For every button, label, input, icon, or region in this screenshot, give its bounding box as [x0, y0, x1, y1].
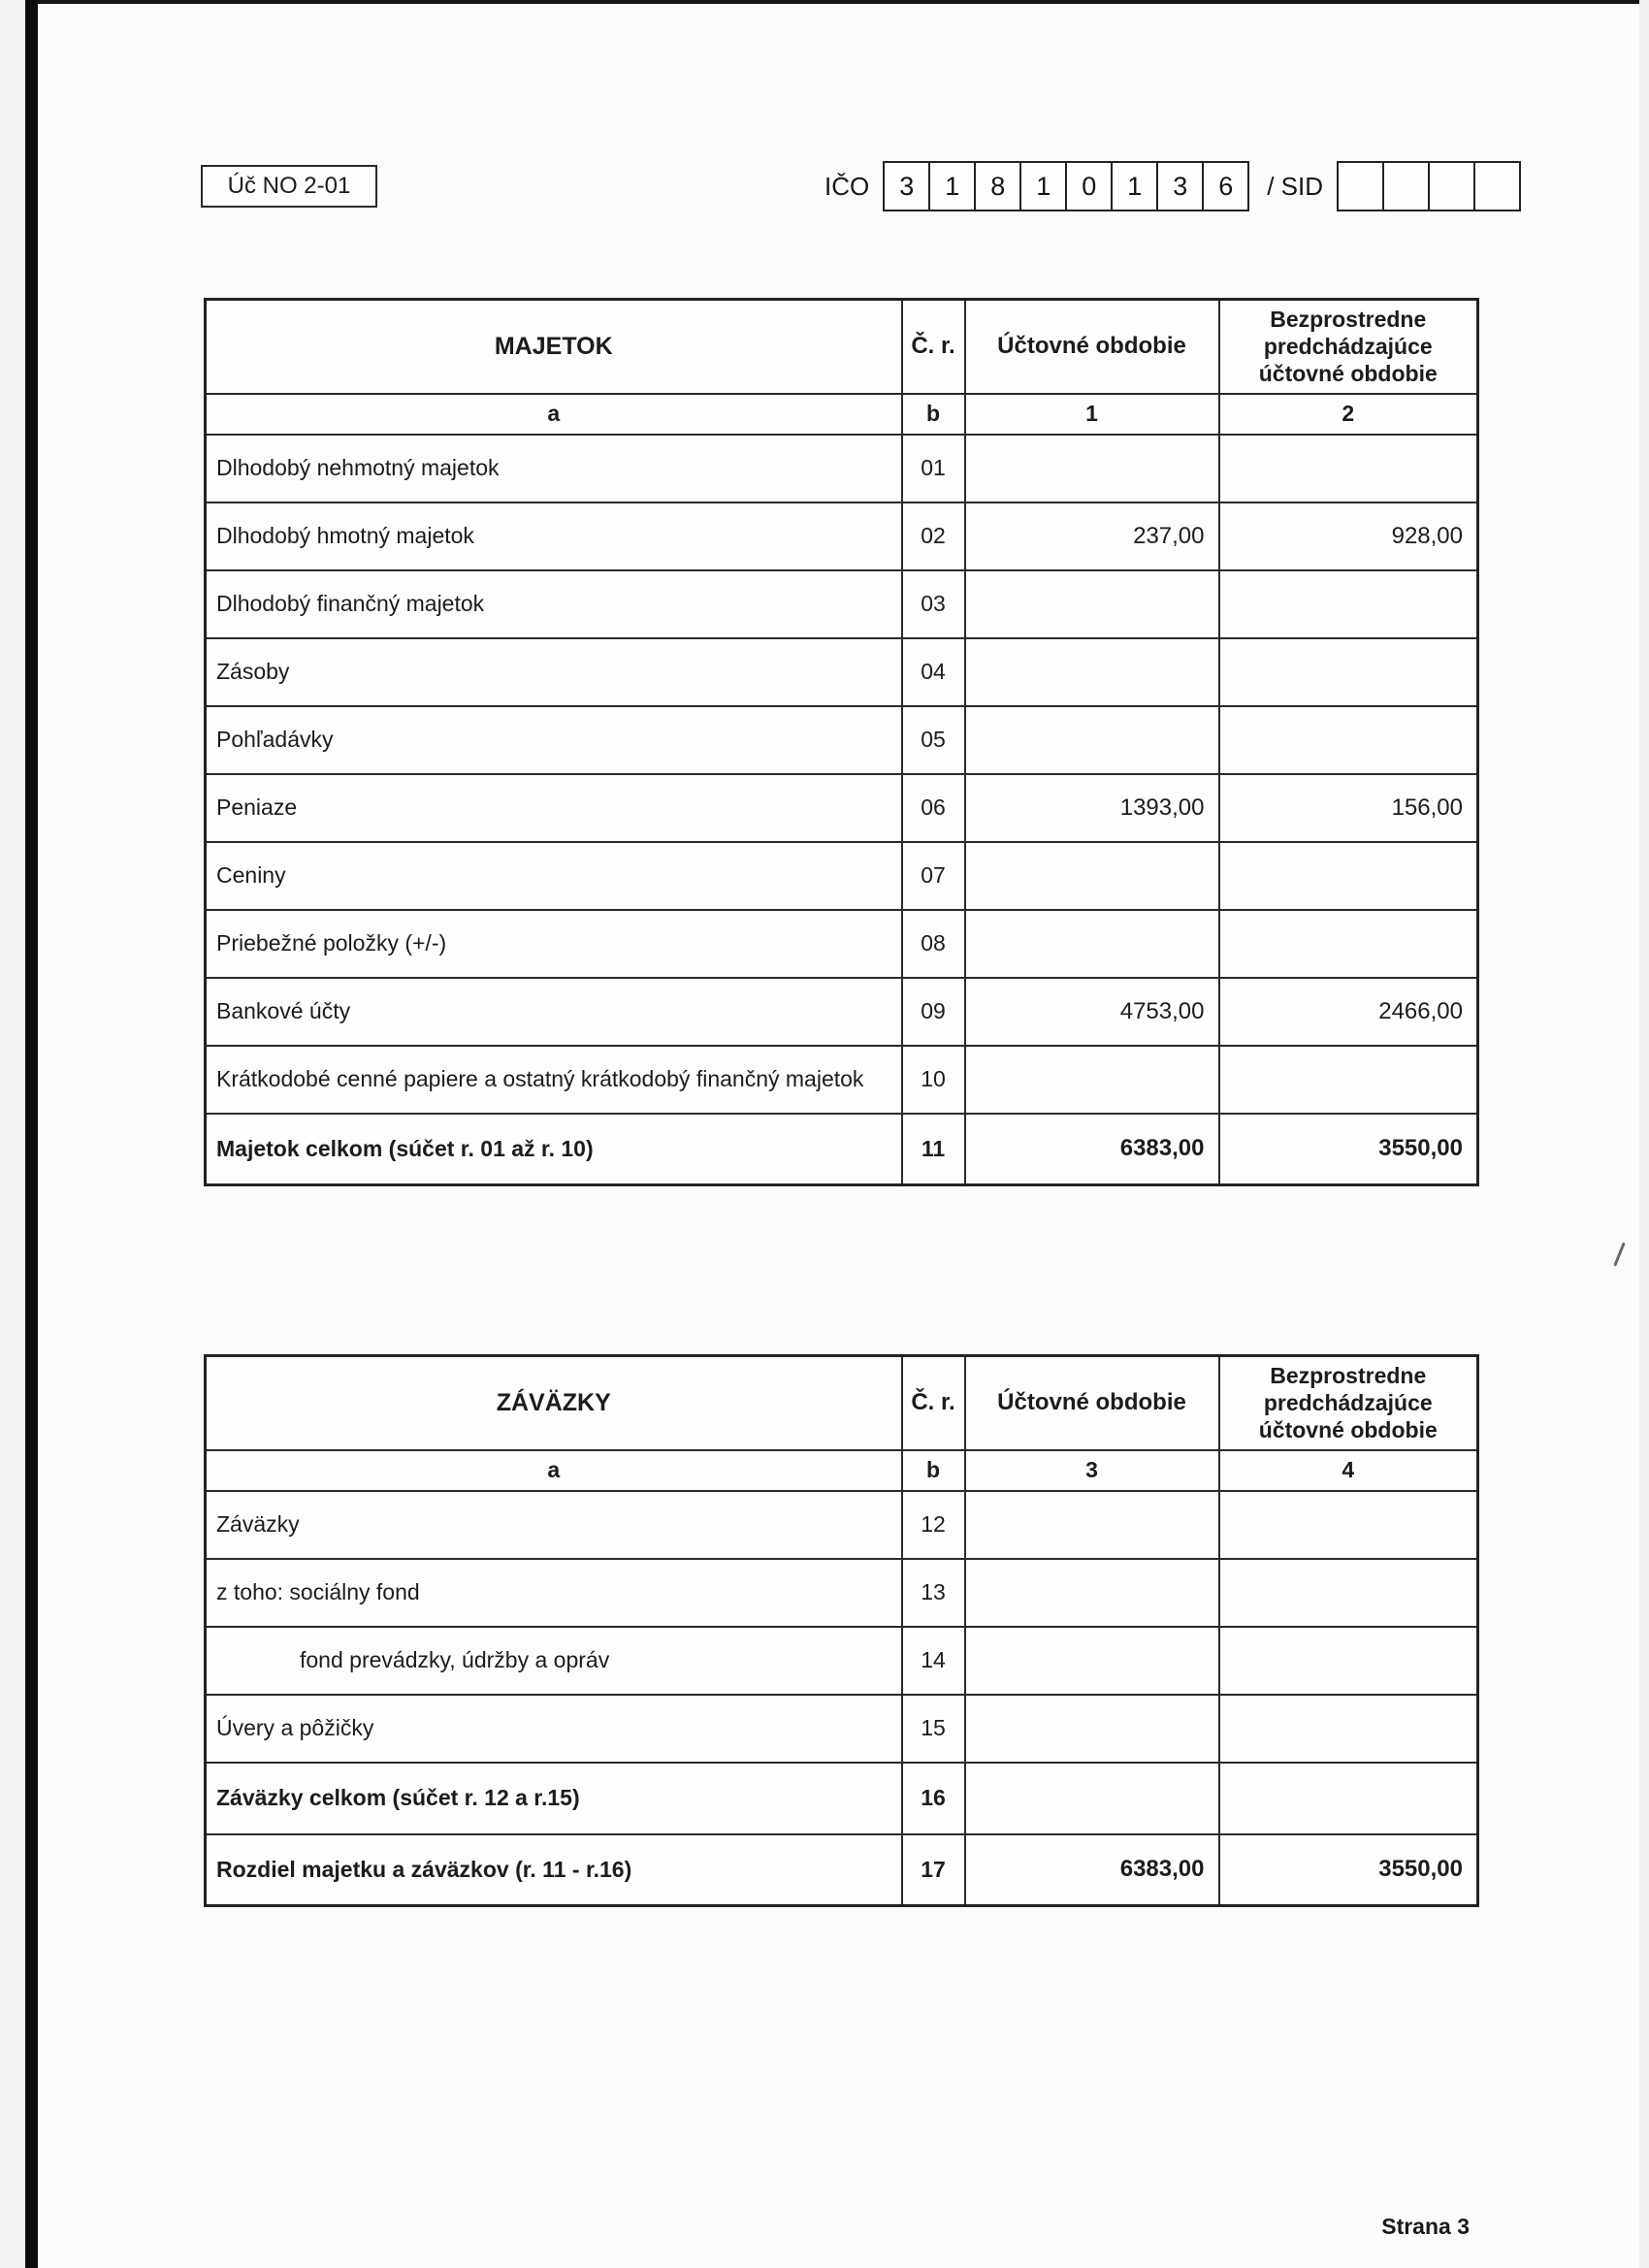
row-number: 02	[902, 502, 965, 570]
row-label: Bankové účty	[206, 978, 902, 1046]
subheader-col1: 1	[965, 394, 1219, 435]
value-previous-period	[1219, 842, 1478, 910]
value-current-period: 1393,00	[965, 774, 1219, 842]
table-row	[206, 1559, 1478, 1627]
ico-digit-cell: 0	[1065, 161, 1113, 211]
row-label: Dlhodobý nehmotný majetok	[206, 435, 902, 502]
value-previous-period	[1219, 435, 1478, 502]
value-current-period	[965, 1763, 1219, 1834]
value-current-period	[965, 570, 1219, 638]
zavazky-table	[204, 1354, 1479, 1907]
table-row	[206, 1763, 1478, 1834]
value-current-period	[965, 1559, 1219, 1627]
zavazky-title: ZÁVÄZKY	[206, 1356, 902, 1450]
value-current-period: 6383,00	[965, 1114, 1219, 1185]
table-row	[206, 1834, 1478, 1906]
row-number: 07	[902, 842, 965, 910]
value-previous-period: 2466,00	[1219, 978, 1478, 1046]
sid-cell	[1337, 161, 1384, 211]
row-label: Majetok celkom (súčet r. 01 až r. 10)	[206, 1114, 902, 1185]
majetok-title: MAJETOK	[206, 300, 902, 394]
row-number: 14	[902, 1627, 965, 1695]
value-previous-period	[1219, 1559, 1478, 1627]
row-number: 04	[902, 638, 965, 706]
scan-margin-left	[0, 0, 25, 2268]
table-row	[206, 1695, 1478, 1763]
row-number: 16	[902, 1763, 965, 1834]
subheader-col2: 2	[1219, 394, 1478, 435]
row-label: Dlhodobý finančný majetok	[206, 570, 902, 638]
row-number: 01	[902, 435, 965, 502]
sid-cell	[1382, 161, 1430, 211]
scan-margin-right	[1639, 0, 1649, 2268]
row-label: Ceniny	[206, 842, 902, 910]
majetok-header-row	[206, 300, 1478, 394]
table-row	[206, 1046, 1478, 1114]
table-row	[206, 435, 1478, 502]
value-previous-period	[1219, 1763, 1478, 1834]
row-number: 15	[902, 1695, 965, 1763]
col-current-period-header: Účtovné obdobie	[965, 300, 1219, 394]
value-current-period	[965, 910, 1219, 978]
table-row	[206, 910, 1478, 978]
ico-digit-cell: 3	[883, 161, 930, 211]
value-previous-period: 928,00	[1219, 502, 1478, 570]
scan-edge-strip	[25, 0, 38, 2268]
row-number: 06	[902, 774, 965, 842]
row-label: Záväzky celkom (súčet r. 12 a r.15)	[206, 1763, 902, 1834]
col-current-period-header: Účtovné obdobie	[965, 1356, 1219, 1450]
value-current-period: 6383,00	[965, 1834, 1219, 1906]
value-previous-period: 156,00	[1219, 774, 1478, 842]
row-label: z toho: sociálny fond	[206, 1559, 902, 1627]
row-label: Úvery a pôžičky	[206, 1695, 902, 1763]
majetok-subheader-row	[206, 394, 1478, 435]
table-row	[206, 842, 1478, 910]
value-current-period	[965, 638, 1219, 706]
col-previous-period-header: Bezprostredne predchádzajúce účtovné obdobie	[1219, 300, 1478, 394]
value-previous-period	[1219, 910, 1478, 978]
value-current-period	[965, 842, 1219, 910]
value-previous-period	[1219, 706, 1478, 774]
subheader-a: a	[206, 1450, 902, 1491]
page-number: Strana 3	[1381, 2214, 1470, 2239]
value-current-period: 4753,00	[965, 978, 1219, 1046]
value-current-period: 237,00	[965, 502, 1219, 570]
row-number: 08	[902, 910, 965, 978]
row-label: Rozdiel majetku a záväzkov (r. 11 - r.16)	[206, 1834, 902, 1906]
value-current-period	[965, 1695, 1219, 1763]
row-label: Pohľadávky	[206, 706, 902, 774]
row-label: Zásoby	[206, 638, 902, 706]
value-previous-period	[1219, 1491, 1478, 1559]
subheader-a: a	[206, 394, 902, 435]
value-current-period	[965, 1491, 1219, 1559]
ico-digit-cell: 3	[1156, 161, 1204, 211]
value-current-period	[965, 435, 1219, 502]
ico-label: IČO	[824, 171, 870, 201]
value-current-period	[965, 1627, 1219, 1695]
table-row	[206, 978, 1478, 1046]
table-row	[206, 502, 1478, 570]
col-row-number-header: Č. r.	[902, 1356, 965, 1450]
subheader-b: b	[902, 1450, 965, 1491]
value-previous-period	[1219, 1046, 1478, 1114]
row-number: 10	[902, 1046, 965, 1114]
value-previous-period: 3550,00	[1219, 1114, 1478, 1185]
sid-label: / SID	[1267, 171, 1324, 201]
row-label: fond prevádzky, údržby a opráv	[206, 1627, 902, 1695]
ico-digit-cell: 1	[1019, 161, 1067, 211]
row-number: 12	[902, 1491, 965, 1559]
table-row	[206, 1491, 1478, 1559]
row-label: Dlhodobý hmotný majetok	[206, 502, 902, 570]
ico-digit-cell: 1	[928, 161, 976, 211]
row-number: 03	[902, 570, 965, 638]
sid-cell	[1428, 161, 1475, 211]
ico-digit-cell: 6	[1202, 161, 1249, 211]
table-row	[206, 1627, 1478, 1695]
table-row	[206, 1114, 1478, 1185]
value-previous-period	[1219, 1695, 1478, 1763]
table-row	[206, 774, 1478, 842]
value-previous-period	[1219, 570, 1478, 638]
col-previous-period-header: Bezprostredne predchádzajúce účtovné obdobie	[1219, 1356, 1478, 1450]
row-number: 17	[902, 1834, 965, 1906]
subheader-col4: 4	[1219, 1450, 1478, 1491]
table-row	[206, 638, 1478, 706]
sid-empty-boxes	[1337, 161, 1521, 211]
ico-digit-boxes	[883, 161, 1249, 211]
table-row	[206, 570, 1478, 638]
value-previous-period: 3550,00	[1219, 1834, 1478, 1906]
sid-cell	[1473, 161, 1521, 211]
row-label: Krátkodobé cenné papiere a ostatný krátkodobý finančný majetok	[206, 1046, 902, 1114]
subheader-b: b	[902, 394, 965, 435]
row-label: Peniaze	[206, 774, 902, 842]
row-number: 11	[902, 1114, 965, 1185]
value-current-period	[965, 1046, 1219, 1114]
zavazky-header-row	[206, 1356, 1478, 1450]
subheader-col3: 3	[965, 1450, 1219, 1491]
table-row	[206, 706, 1478, 774]
row-number: 09	[902, 978, 965, 1046]
value-previous-period	[1219, 638, 1478, 706]
row-label: Priebežné položky (+/-)	[206, 910, 902, 978]
ico-digit-cell: 1	[1111, 161, 1158, 211]
zavazky-subheader-row	[206, 1450, 1478, 1491]
col-row-number-header: Č. r.	[902, 300, 965, 394]
value-current-period	[965, 706, 1219, 774]
ico-row	[824, 160, 1521, 212]
scan-slash-mark	[1613, 1242, 1626, 1266]
row-number: 05	[902, 706, 965, 774]
row-label: Záväzky	[206, 1491, 902, 1559]
form-code-box: Úč NO 2-01	[201, 165, 377, 208]
ico-digit-cell: 8	[974, 161, 1021, 211]
value-previous-period	[1219, 1627, 1478, 1695]
scan-edge-top	[38, 0, 1649, 4]
majetok-table	[204, 298, 1479, 1186]
row-number: 13	[902, 1559, 965, 1627]
